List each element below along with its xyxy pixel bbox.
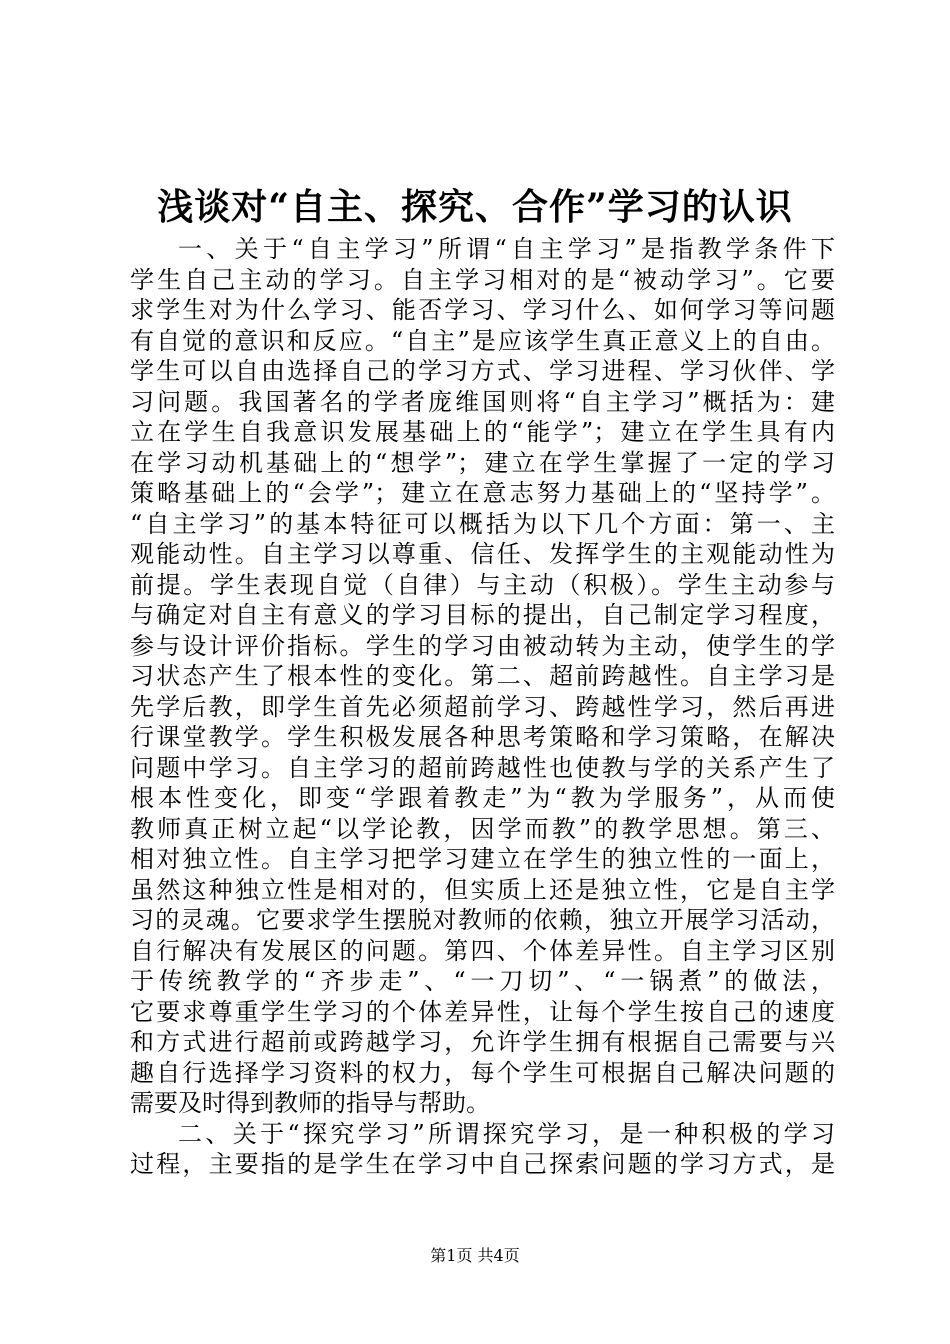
text-line: 于传统教学的“齐步走”、“一刀切”、“一锅煮”的做法，: [130, 967, 835, 995]
text-line: 有自觉的意识和反应。“自主”是应该学生真正意义上的自由。: [130, 326, 835, 355]
text-line: 和方式进行超前或跨越学习，允许学生拥有根据自己需要与兴: [130, 1028, 835, 1056]
text-line: 根本性变化，即变“学跟着教走”为“教为学服务”，从而使: [130, 784, 835, 812]
text-line: 在学习动机基础上的“想学”；建立在学生掌握了一定的学习: [130, 448, 835, 477]
text-line: 学生自己主动的学习。自主学习相对的是“被动学习”。它要: [130, 265, 835, 294]
text-line: 参与设计评价指标。学生的学习由被动转为主动，使学生的学: [130, 631, 835, 660]
text-line: 习状态产生了根本性的变化。第二、超前跨越性。自主学习是: [130, 662, 835, 690]
text-line: 学生可以自由选择自己的学习方式、学习进程、学习伙伴、学: [130, 357, 835, 385]
document-body: [130, 234, 835, 1180]
text-line: 自行解决有发展区的问题。第四、个体差异性。自主学习区别: [130, 936, 835, 965]
text-line: 二、关于“探究学习”所谓探究学习，是一种积极的学习: [178, 1119, 835, 1148]
text-line: 习问题。我国著名的学者庞维国则将“自主学习”概括为：建: [130, 387, 835, 416]
text-line: 一、关于“自主学习”所谓“自主学习”是指教学条件下: [178, 235, 835, 263]
text-line: 过程，主要指的是学生在学习中自己探索问题的学习方式，是: [130, 1150, 835, 1178]
page-footer: 第1页 共4页: [430, 1246, 520, 1265]
text-line: 相对独立性。自主学习把学习建立在学生的独立性的一面上，: [130, 845, 835, 873]
text-line: 行课堂教学。学生积极发展各种思考策略和学习策略，在解决: [130, 723, 835, 751]
text-line: “自主学习”的基本特征可以概括为以下几个方面：第一、主: [130, 509, 835, 538]
text-line: 与确定对自主有意义的学习目标的提出，自己制定学习程度，: [130, 601, 835, 629]
text-line: 虽然这种独立性是相对的，但实质上还是独立性，它是自主学: [130, 875, 835, 904]
text-line: 教师真正树立起“以学论教，因学而教”的教学思想。第三、: [130, 814, 835, 843]
text-line: 趣自行选择学习资料的权力，每个学生可根据自己解决问题的: [130, 1058, 835, 1087]
text-line: 立在学生自我意识发展基础上的“能学”；建立在学生具有内: [130, 418, 835, 446]
text-line: 求学生对为什么学习、能否学习、学习什么、如何学习等问题: [130, 296, 835, 324]
text-line: 观能动性。自主学习以尊重、信任、发挥学生的主观能动性为: [130, 540, 835, 568]
text-line: 它要求尊重学生学习的个体差异性，让每个学生按自己的速度: [130, 997, 835, 1026]
text-line: 问题中学习。自主学习的超前跨越性也使教与学的关系产生了: [130, 753, 835, 782]
text-line: 习的灵魂。它要求学生摆脱对教师的依赖，独立开展学习活动，: [130, 906, 835, 934]
text-line: 策略基础上的“会学”；建立在意志努力基础上的“坚持学”。: [130, 479, 835, 507]
text-line: 需要及时得到教师的指导与帮助。: [130, 1089, 490, 1117]
text-line: 先学后教，即学生首先必须超前学习、跨越性学习，然后再进: [130, 692, 835, 721]
text-line: 前提。学生表现自觉（自律）与主动（积极）。学生主动参与: [130, 570, 835, 599]
document-title: 浅谈对“自主、探究、合作”学习的认识: [157, 186, 793, 228]
